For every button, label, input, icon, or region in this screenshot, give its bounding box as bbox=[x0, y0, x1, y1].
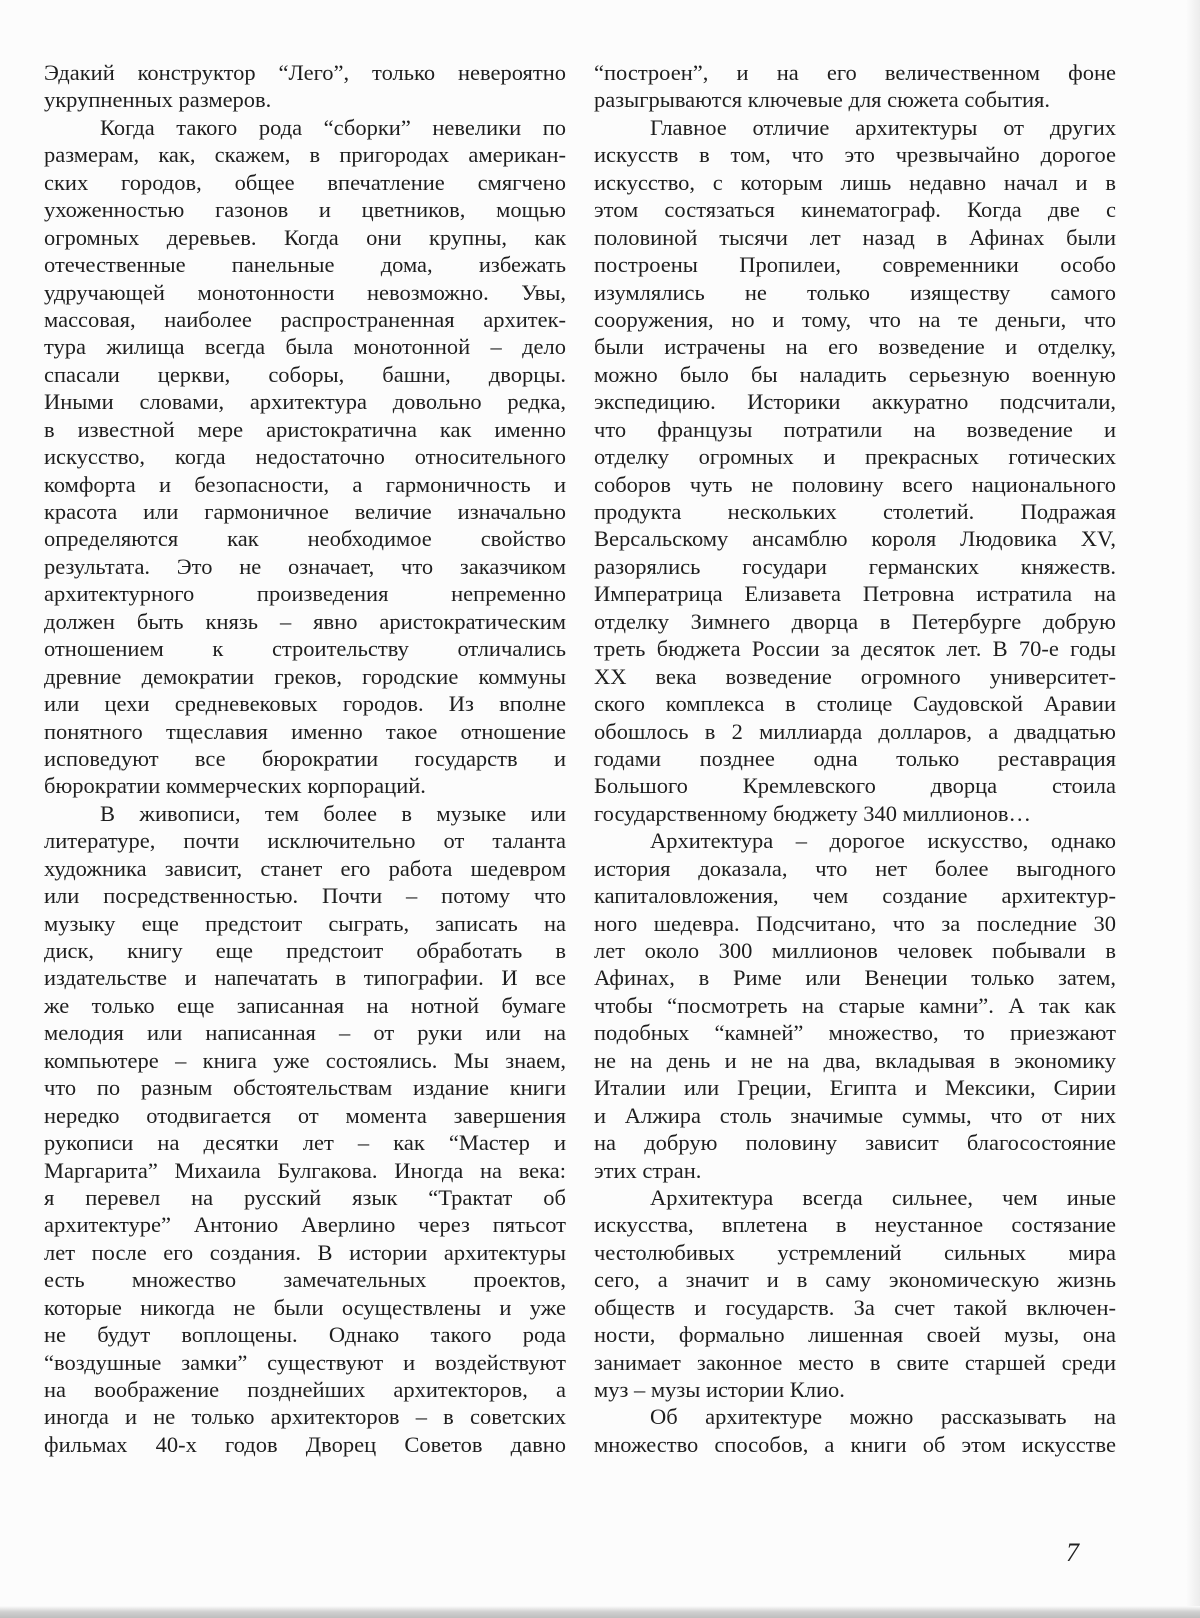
text-line: на добрую половину зависит благосостояние bbox=[594, 1129, 1116, 1156]
text-line: не на день и не на два, вкладывая в экономику bbox=[594, 1047, 1116, 1074]
text-line: Афинах, в Риме или Венеции только затем, bbox=[594, 964, 1116, 991]
text-line: бюрократии коммерческих корпораций. bbox=[44, 772, 566, 799]
text-line: искусство, с которым лишь недавно начал и в bbox=[594, 169, 1116, 196]
text-line: в известной мере аристократична как именно bbox=[44, 416, 566, 443]
text-line: сего, а значит и в саму экономическую жизнь bbox=[594, 1266, 1116, 1293]
text-line: на воображение позднейших архитекторов, а bbox=[44, 1376, 566, 1403]
text-line: треть бюджета России за десяток лет. В 70-е годы bbox=[594, 635, 1116, 662]
text-line: ного шедевра. Подсчитано, что за последние 30 bbox=[594, 910, 1116, 937]
text-line: музыку еще предстоит сыграть, записать на bbox=[44, 910, 566, 937]
text-line: результата. Это не означает, что заказчиком bbox=[44, 553, 566, 580]
text-line: отделку огромных и прекрасных готических bbox=[594, 443, 1116, 470]
text-line: красота или гармоничное величие изначально bbox=[44, 498, 566, 525]
text-line: Маргарита” Михаила Булгакова. Иногда на века: bbox=[44, 1157, 566, 1184]
text-line: множество способов, а книги об этом искусстве bbox=[594, 1431, 1116, 1458]
text-line: “воздушные замки” существуют и воздействуют bbox=[44, 1349, 566, 1376]
text-line: искусство, когда недостаточно относительного bbox=[44, 443, 566, 470]
text-line: не будут воплощены. Однако такого рода bbox=[44, 1321, 566, 1348]
text-line: же только еще записанная на нотной бумаге bbox=[44, 992, 566, 1019]
text-line: фильмах 40-х годов Дворец Советов давно bbox=[44, 1431, 566, 1458]
text-line: продукта нескольких столетий. Подражая bbox=[594, 498, 1116, 525]
text-line: и Алжира столь значимые суммы, что от них bbox=[594, 1102, 1116, 1129]
text-line: обществ и государств. За счет такой включен- bbox=[594, 1294, 1116, 1321]
text-line: Архитектура всегда сильнее, чем иные bbox=[594, 1184, 1116, 1211]
text-line: Императрица Елизавета Петровна истратила на bbox=[594, 580, 1116, 607]
paragraph bbox=[44, 59, 566, 114]
text-line: лет после его создания. В истории архитектуры bbox=[44, 1239, 566, 1266]
text-line: Версальскому ансамблю короля Людовика XV, bbox=[594, 525, 1116, 552]
text-line: В живописи, тем более в музыке или bbox=[44, 800, 566, 827]
text-line: издательстве и напечатать в типографии. И все bbox=[44, 964, 566, 991]
text-line: разорялись государи германских княжеств. bbox=[594, 553, 1116, 580]
text-line: комфорта и безопасности, а гармоничность и bbox=[44, 471, 566, 498]
text-line: были истрачены на его возведение и отделку, bbox=[594, 333, 1116, 360]
text-line: “построен”, и на его величественном фоне bbox=[594, 59, 1116, 86]
text-line: исповедуют все бюрократии государств и bbox=[44, 745, 566, 772]
text-line: этих стран. bbox=[594, 1157, 1116, 1184]
text-line: определяются как необходимое свойство bbox=[44, 525, 566, 552]
text-line: изумлялись не только изяществу самого bbox=[594, 279, 1116, 306]
text-line: лет около 300 миллионов человек побывали в bbox=[594, 937, 1116, 964]
text-line: укрупненных размеров. bbox=[44, 86, 566, 113]
text-line: компьютере – книга уже состоялись. Мы знаем, bbox=[44, 1047, 566, 1074]
text-line: иногда и не только архитекторов – в советских bbox=[44, 1403, 566, 1430]
text-line: нередко отодвигается от момента завершения bbox=[44, 1102, 566, 1129]
text-line: литературе, почти исключительно от таланта bbox=[44, 827, 566, 854]
paragraph bbox=[44, 114, 566, 800]
text-line: удручающей монотонности невозможно. Увы, bbox=[44, 279, 566, 306]
page-number: 7 bbox=[1066, 1538, 1079, 1568]
text-line: Архитектура – дорогое искусство, однако bbox=[594, 827, 1116, 854]
text-line: Большого Кремлевского дворца стоила bbox=[594, 772, 1116, 799]
text-line: отношением к строительству отличались bbox=[44, 635, 566, 662]
text-line: искусств в том, что это чрезвычайно дорогое bbox=[594, 141, 1116, 168]
text-column-left bbox=[44, 59, 566, 1458]
text-line: Иными словами, архитектура довольно редка, bbox=[44, 388, 566, 415]
text-line: этом состязаться кинематограф. Когда две с bbox=[594, 196, 1116, 223]
text-line: или посредственностью. Почти – потому что bbox=[44, 882, 566, 909]
text-line: ского комплекса в столице Саудовской Аравии bbox=[594, 690, 1116, 717]
text-line: художника зависит, станет его работа шедевром bbox=[44, 855, 566, 882]
text-line: сооружения, но и тому, что на те деньги, что bbox=[594, 306, 1116, 333]
text-line: искусства, вплетена в неустанное состязание bbox=[594, 1211, 1116, 1238]
text-line: рукописи на десятки лет – как “Мастер и bbox=[44, 1129, 566, 1156]
text-line: честолюбивых устремлений сильных мира bbox=[594, 1239, 1116, 1266]
text-line: капиталовложения, чем создание архитектур- bbox=[594, 882, 1116, 909]
text-line: которые никогда не были осуществлены и уже bbox=[44, 1294, 566, 1321]
paragraph bbox=[594, 827, 1116, 1184]
text-line: есть множество замечательных проектов, bbox=[44, 1266, 566, 1293]
text-line: или цехи средневековых городов. Из вполне bbox=[44, 690, 566, 717]
text-line: история доказала, что нет более выгодного bbox=[594, 855, 1116, 882]
text-line: экспедицию. Историки аккуратно подсчитали, bbox=[594, 388, 1116, 415]
text-line: Об архитектуре можно рассказывать на bbox=[594, 1403, 1116, 1430]
page-edge-shadow bbox=[1186, 0, 1200, 1618]
text-line: государственному бюджету 340 миллионов… bbox=[594, 800, 1116, 827]
paragraph bbox=[594, 59, 1116, 114]
text-line: подобных “камней” множество, то приезжают bbox=[594, 1019, 1116, 1046]
paragraph bbox=[594, 1403, 1116, 1458]
text-line: диск, книгу еще предстоит обработать в bbox=[44, 937, 566, 964]
text-line: размерам, как, скажем, в пригородах американ- bbox=[44, 141, 566, 168]
text-line: Главное отличие архитектуры от других bbox=[594, 114, 1116, 141]
text-line: архитектурного произведения непременно bbox=[44, 580, 566, 607]
scan-bottom-edge bbox=[0, 1606, 1200, 1618]
text-line: занимает законное место в свите старшей среди bbox=[594, 1349, 1116, 1376]
text-line: понятного тщеславия именно такое отношение bbox=[44, 718, 566, 745]
text-line: архитектуре” Антонио Аверлино через пятьсот bbox=[44, 1211, 566, 1238]
text-line: я перевел на русский язык “Трактат об bbox=[44, 1184, 566, 1211]
text-line: ности, формально лишенная своей музы, она bbox=[594, 1321, 1116, 1348]
text-column-right bbox=[594, 59, 1116, 1458]
text-line: Когда такого рода “сборки” невелики по bbox=[44, 114, 566, 141]
text-line: Эдакий конструктор “Лего”, только невероятно bbox=[44, 59, 566, 86]
text-line: спасали церкви, соборы, башни, дворцы. bbox=[44, 361, 566, 388]
text-line: мелодия или написанная – от руки или на bbox=[44, 1019, 566, 1046]
text-line: годами позднее одна только реставрация bbox=[594, 745, 1116, 772]
text-line: ухоженностью газонов и цветников, мощью bbox=[44, 196, 566, 223]
text-line: массовая, наиболее распространенная архитек- bbox=[44, 306, 566, 333]
text-line: ских городов, общее впечатление смягчено bbox=[44, 169, 566, 196]
text-line: отделку Зимнего дворца в Петербурге добрую bbox=[594, 608, 1116, 635]
text-line: огромных деревьев. Когда они крупны, как bbox=[44, 224, 566, 251]
text-line: муз – музы истории Клио. bbox=[594, 1376, 1116, 1403]
paragraph bbox=[44, 800, 566, 1459]
text-line: что по разным обстоятельствам издание книги bbox=[44, 1074, 566, 1101]
text-line: отечественные панельные дома, избежать bbox=[44, 251, 566, 278]
text-line: половиной тысячи лет назад в Афинах были bbox=[594, 224, 1116, 251]
text-line: соборов чуть не половину всего национального bbox=[594, 471, 1116, 498]
text-line: тура жилища всегда была монотонной – дело bbox=[44, 333, 566, 360]
text-line: древние демократии греков, городские коммуны bbox=[44, 663, 566, 690]
text-line: что французы потратили на возведение и bbox=[594, 416, 1116, 443]
paragraph bbox=[594, 114, 1116, 827]
paragraph bbox=[594, 1184, 1116, 1404]
text-line: XX века возведение огромного университет- bbox=[594, 663, 1116, 690]
text-line: должен быть князь – явно аристократическим bbox=[44, 608, 566, 635]
text-line: Италии или Греции, Египта и Мексики, Сирии bbox=[594, 1074, 1116, 1101]
text-line: обошлось в 2 миллиарда долларов, а двадцатью bbox=[594, 718, 1116, 745]
text-line: построены Пропилеи, современники особо bbox=[594, 251, 1116, 278]
text-line: можно было бы наладить серьезную военную bbox=[594, 361, 1116, 388]
text-line: разыгрываются ключевые для сюжета события. bbox=[594, 86, 1116, 113]
text-line: чтобы “посмотреть на старые камни”. А так как bbox=[594, 992, 1116, 1019]
